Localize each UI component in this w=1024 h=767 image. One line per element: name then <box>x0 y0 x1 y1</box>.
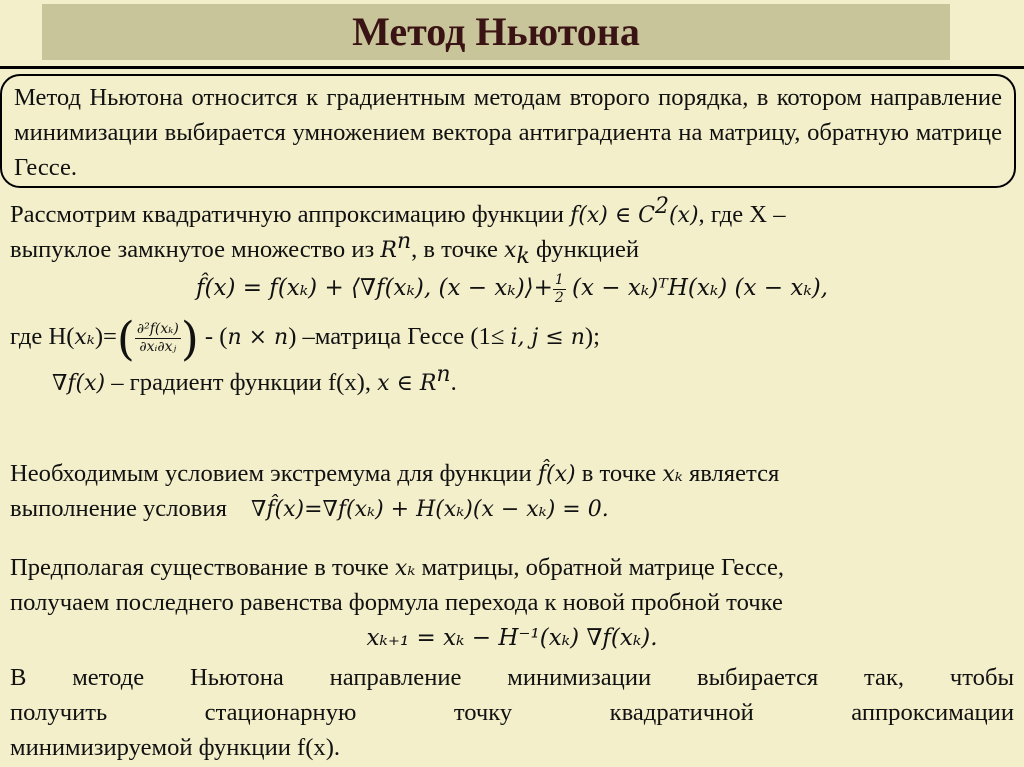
paragraph-inverse <box>10 550 1014 655</box>
inverse-line-1 <box>10 550 1014 585</box>
fraction-half <box>553 272 566 307</box>
paragraph-condition <box>10 456 1014 526</box>
frac-den: ∂xᵢ∂xⱼ <box>139 338 177 355</box>
math-condition: ∇f̂(x)=∇f(xₖ) + H(xₖ)(x − xₖ) = 0. <box>251 497 609 522</box>
text: является <box>688 460 780 487</box>
math-gradient: ∇f(x) <box>52 371 106 396</box>
formula-newton-step <box>10 620 1014 655</box>
text: , где X – <box>698 201 786 228</box>
frac-den: 2 <box>554 289 564 306</box>
title-divider <box>0 66 1024 69</box>
paragraph-approximation <box>10 193 1014 400</box>
formula-approximation <box>10 267 1014 309</box>
summary-line-3: минимизируемой функции f(x). <box>10 734 341 761</box>
summary-line-1: В методе Ньютона направление минимизации выбирается так, чтобы <box>10 664 1014 691</box>
paren-left: ( <box>116 311 135 366</box>
math-xk: xₖ <box>662 462 683 487</box>
math-f-hat: f̂(x) <box>537 462 576 487</box>
text: - ( <box>204 323 228 350</box>
frac-num: 1 <box>554 271 564 288</box>
text: ); <box>584 323 600 350</box>
fraction-hessian <box>135 321 181 356</box>
math-x: (x) <box>668 203 699 228</box>
page-title: Метод Ньютона <box>352 9 640 54</box>
math-formula-tail: (x − xₖ)ᵀH(xₖ) (x − xₖ), <box>572 275 828 301</box>
text: выпуклое замкнутое множество из <box>10 236 375 263</box>
math-f-in-c: f(x) ∈ C <box>570 203 655 228</box>
math-sup: n <box>436 361 451 387</box>
math-xk: xₖ <box>74 325 95 350</box>
math-formula: xₖ₊₁ = xₖ − H⁻¹(xₖ) ∇f(xₖ). <box>366 625 658 651</box>
inverse-line-2: получаем последнего равенства формула перехода к новой пробной точке <box>10 589 783 616</box>
intro-text: Метод Ньютона относится к градиентным методам второго порядка, в котором направление минимизации выбирается умножением вектора антиградиента на матрицу, обратную матрице Гессе. <box>14 84 1002 181</box>
math-sup: n <box>396 228 412 254</box>
text: Необходимым условием экстремума для функции <box>10 460 532 487</box>
text: Предполагая существование в точке <box>10 554 389 581</box>
text: ) –матрица Гессе (1≤ <box>288 323 505 350</box>
text: . <box>450 369 457 396</box>
math-x: x <box>504 238 517 263</box>
text: , в точке <box>411 236 498 263</box>
approx-line-2 <box>10 228 1014 269</box>
condition-line-1 <box>10 456 1014 491</box>
text: функцией <box>535 236 640 263</box>
text: матрицы, обратной матрице Гессе, <box>421 554 785 581</box>
math-n-by-n: n × n <box>227 325 289 350</box>
paren-right: ) <box>180 311 199 366</box>
approx-line-1 <box>10 193 1014 232</box>
math-ij: i, j ≤ n <box>510 325 585 350</box>
gradient-line <box>10 361 1014 400</box>
hessian-line <box>10 309 1014 365</box>
intro-box <box>0 74 1016 188</box>
frac-num: ∂²f(xₖ) <box>136 320 179 337</box>
paragraph-summary <box>10 660 1014 765</box>
math-xk: xₖ <box>394 556 416 581</box>
text: в точке <box>581 460 657 487</box>
summary-line-2: получить стационарную точку квадратичной аппроксимации <box>10 699 1014 726</box>
condition-line-2 <box>10 491 1014 526</box>
text: Рассмотрим квадратичную аппроксимацию функции <box>10 201 564 228</box>
title-bar <box>42 4 950 60</box>
math-sub: k <box>516 243 530 269</box>
math-x-in-r: x ∈ R <box>377 371 437 396</box>
math-r: R <box>380 238 397 263</box>
text: )= <box>94 323 117 350</box>
text: где H( <box>10 323 75 350</box>
text: – градиент функции f(x), <box>111 369 372 396</box>
text: выполнение условия <box>10 495 227 522</box>
math-sup: 2 <box>654 193 669 219</box>
math-formula: f̂(x) = f(xₖ) + ⟨∇f(xₖ), (x − xₖ)⟩+ <box>195 275 553 301</box>
